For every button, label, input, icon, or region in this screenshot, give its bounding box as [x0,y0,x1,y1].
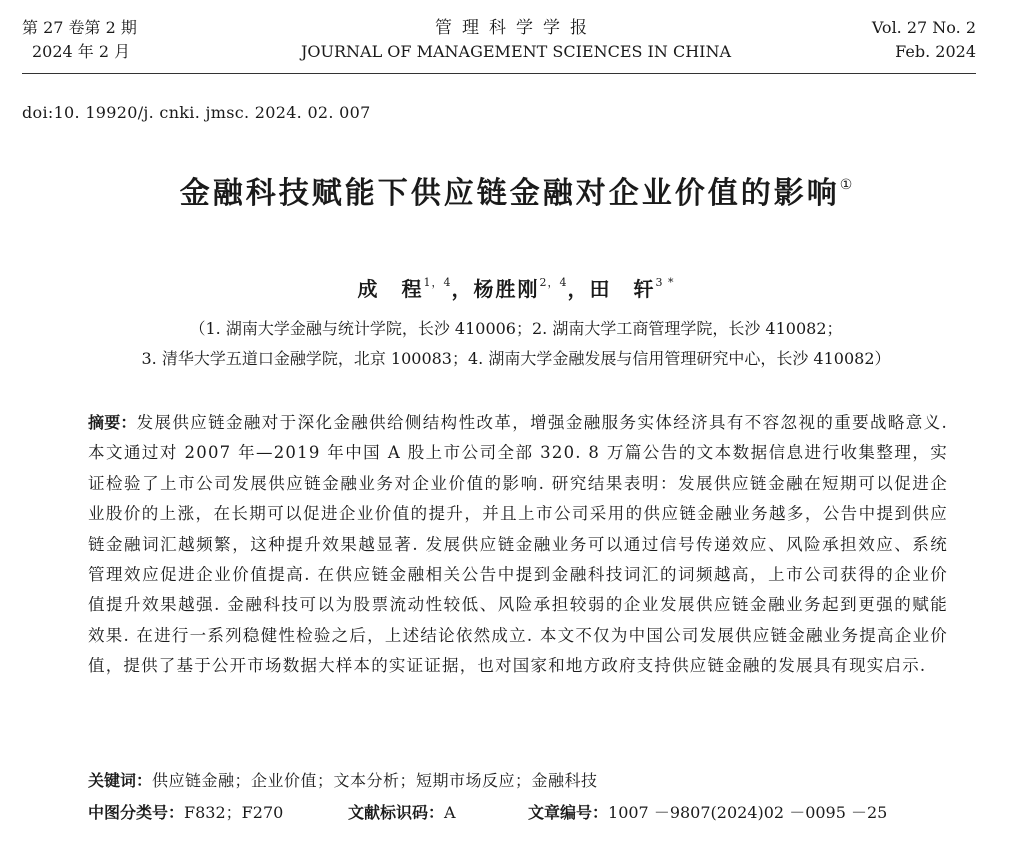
abstract-label: 摘要： [88,413,137,432]
clc-label: 中图分类号： [88,803,185,822]
clc-group [88,800,348,823]
author-affiliation-mark: 3 * [655,276,675,289]
date-en: Feb. 2024 [895,42,976,61]
author-name: 田 轩 [589,277,656,301]
author-separator: ， [451,277,474,301]
journal-name-cn: 管理科学学报 [435,18,597,38]
classification-info [88,800,968,823]
author-list [0,273,1032,302]
article-number-group [528,800,887,823]
abstract-text: 发展供应链金融对于深化金融供给侧结构性改革，增强金融服务实体经济具有不容忽视的重要战略意义. 本文通过对 2007 年—2019 年中国 A 股上市公司全部 320. 8 万篇公告的文本数据信息进行收集整理，实证检验了上市公司发展供应链金融业务对企业价值的影响. 研究结果表明：发展供应链金融在短期可以促进企业股价的上涨，在长期可以促进企业价值的提升，并且上市公司采用的供应链金融业务越多，公告中提到供应链金融词汇越频繁，这种提升效果越显著. 发展供应链金融业务可以通过信号传递效应、风险承担效应、系统管理效应促进企业价值提高. 在供应链金融相关公告中提到金融科技词汇的词频越高，上市公司获得的企业价值提升效果越强. 金融科技可以为股票流动性较低、风险承担较弱的企业发展供应链金融业务起到更强的赋能效果. 在进行一系列稳健性检验之后，上述结论依然成立. 本文不仅为中国公司发展供应链金融业务提高企业价值，提供了基于公开市场数据大样本的实证证据，也对国家和地方政府支持供应链金融的发展具有现实启示. [88,413,948,676]
doc-code-label: 文献标识码： [348,803,445,822]
author-affiliation-mark: 1，4 [423,276,452,289]
title-footnote-mark[interactable]: ① [839,177,853,193]
keywords [88,768,598,791]
author-name: 成 程 [357,277,424,301]
volume-issue-en: Vol. 27 No. 2 [871,18,976,37]
doi[interactable]: doi:10. 19920/j. cnki. jmsc. 2024. 02. 007 [22,103,371,122]
doc-code-value: A [444,803,456,822]
article-number-label: 文章编号： [528,803,609,822]
article-number-value: 1007 －9807(2024)02 －0095 －25 [608,803,888,822]
keywords-label: 关键词： [88,771,153,790]
issue-info-en [872,16,976,64]
article-title [0,168,1032,212]
journal-header [0,0,1032,78]
author-name: 杨胜刚 [473,277,540,301]
author-separator: ， [567,277,590,301]
date-cn: 2024 年 2 月 [32,42,131,61]
affiliations-line-1: （1. 湖南大学金融与统计学院，长沙 410006；2. 湖南大学工商管理学院，长沙 410082； [189,319,843,338]
article-title-text: 金融科技赋能下供应链金融对企业价值的影响 [179,176,840,211]
affiliations-line-2: 3. 清华大学五道口金融学院，北京 100083；4. 湖南大学金融发展与信用管理研究中心，长沙 410082） [141,349,891,368]
abstract [88,408,948,682]
journal-name-en: JOURNAL OF MANAGEMENT SCIENCES IN CHINA [300,42,732,61]
header-divider [22,73,976,74]
keywords-text: 供应链金融；企业价值；文本分析；短期市场反应；金融科技 [152,771,598,790]
doc-code-group [348,800,528,823]
author-affiliation-mark: 2，4 [539,276,568,289]
volume-issue-cn: 第 27 卷第 2 期 [22,18,137,37]
clc-value: F832；F270 [184,803,284,822]
